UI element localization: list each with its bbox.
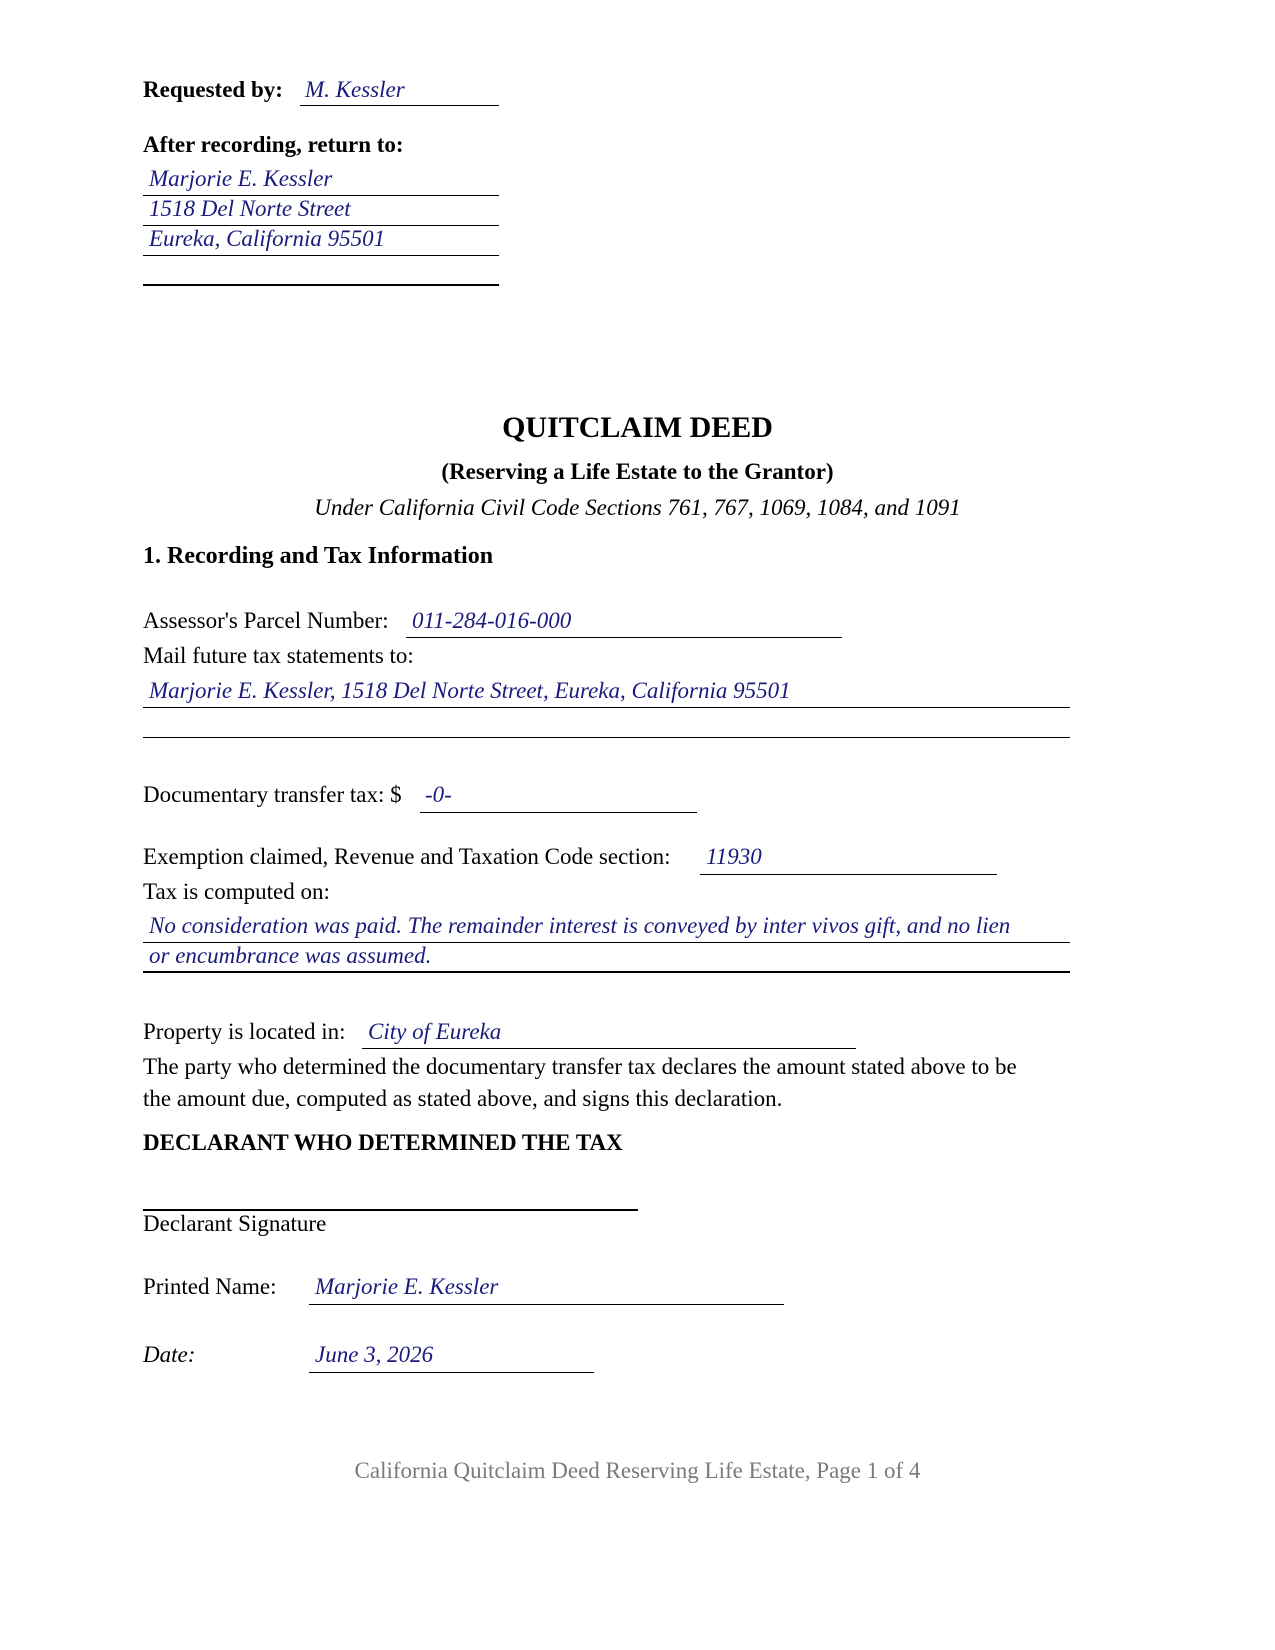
declaration-line-2: the amount due, computed as stated above, and signs this declaration. [143,1086,783,1111]
mail-to-line-1[interactable]: Marjorie E. Kessler, 1518 Del Norte Street, Eureka, California 95501 [143,677,1070,708]
computed-on-line-1[interactable]: No consideration was paid. The remainder interest is conveyed by inter vivos gift, and no lien [143,912,1070,943]
document-title: QUITCLAIM DEED [502,411,773,444]
printed-name-label: Printed Name: [143,1274,277,1299]
signature-label: Declarant Signature [143,1211,327,1236]
date-field[interactable]: June 3, 2026 [309,1341,594,1373]
mail-to-label: Mail future tax statements to: [143,643,414,668]
transfer-tax-label: Documentary transfer tax: $ [143,782,402,807]
return-to-line-4[interactable] [143,255,499,286]
printed-name-field[interactable]: Marjorie E. Kessler [309,1273,784,1305]
date-label: Date: [143,1342,196,1367]
requested-by-label: Requested by: [143,77,283,102]
declarant-heading: DECLARANT WHO DETERMINED THE TAX [143,1130,623,1155]
statute-reference: Under California Civil Code Sections 761, 767, 1069, 1084, and 1091 [314,495,961,520]
location-field[interactable]: City of Eureka [362,1018,856,1049]
exemption-field[interactable]: 11930 [700,843,997,875]
apn-field[interactable]: 011-284-016-000 [406,607,842,638]
return-to-line-3[interactable]: Eureka, California 95501 [143,225,499,256]
declaration-line-1: The party who determined the documentary transfer tax declares the amount stated above to be [143,1054,1017,1079]
page-footer: California Quitclaim Deed Reserving Life Estate, Page 1 of 4 [354,1458,921,1483]
return-to-line-2[interactable]: 1518 Del Norte Street [143,195,499,226]
mail-to-line-2[interactable] [143,707,1070,738]
return-to-line-1[interactable]: Marjorie E. Kessler [143,165,499,196]
exemption-label: Exemption claimed, Revenue and Taxation Code section: [143,844,671,869]
computed-on-line-2[interactable]: or encumbrance was assumed. [143,942,1070,973]
location-label: Property is located in: [143,1019,346,1044]
document-subtitle: (Reserving a Life Estate to the Grantor) [441,459,834,484]
apn-label: Assessor's Parcel Number: [143,608,389,633]
section-heading: 1. Recording and Tax Information [143,543,494,569]
requested-by-field[interactable]: M. Kessler [300,76,499,106]
transfer-tax-field[interactable]: -0- [420,781,697,813]
return-to-label: After recording, return to: [143,132,404,157]
computed-on-label: Tax is computed on: [143,879,330,904]
